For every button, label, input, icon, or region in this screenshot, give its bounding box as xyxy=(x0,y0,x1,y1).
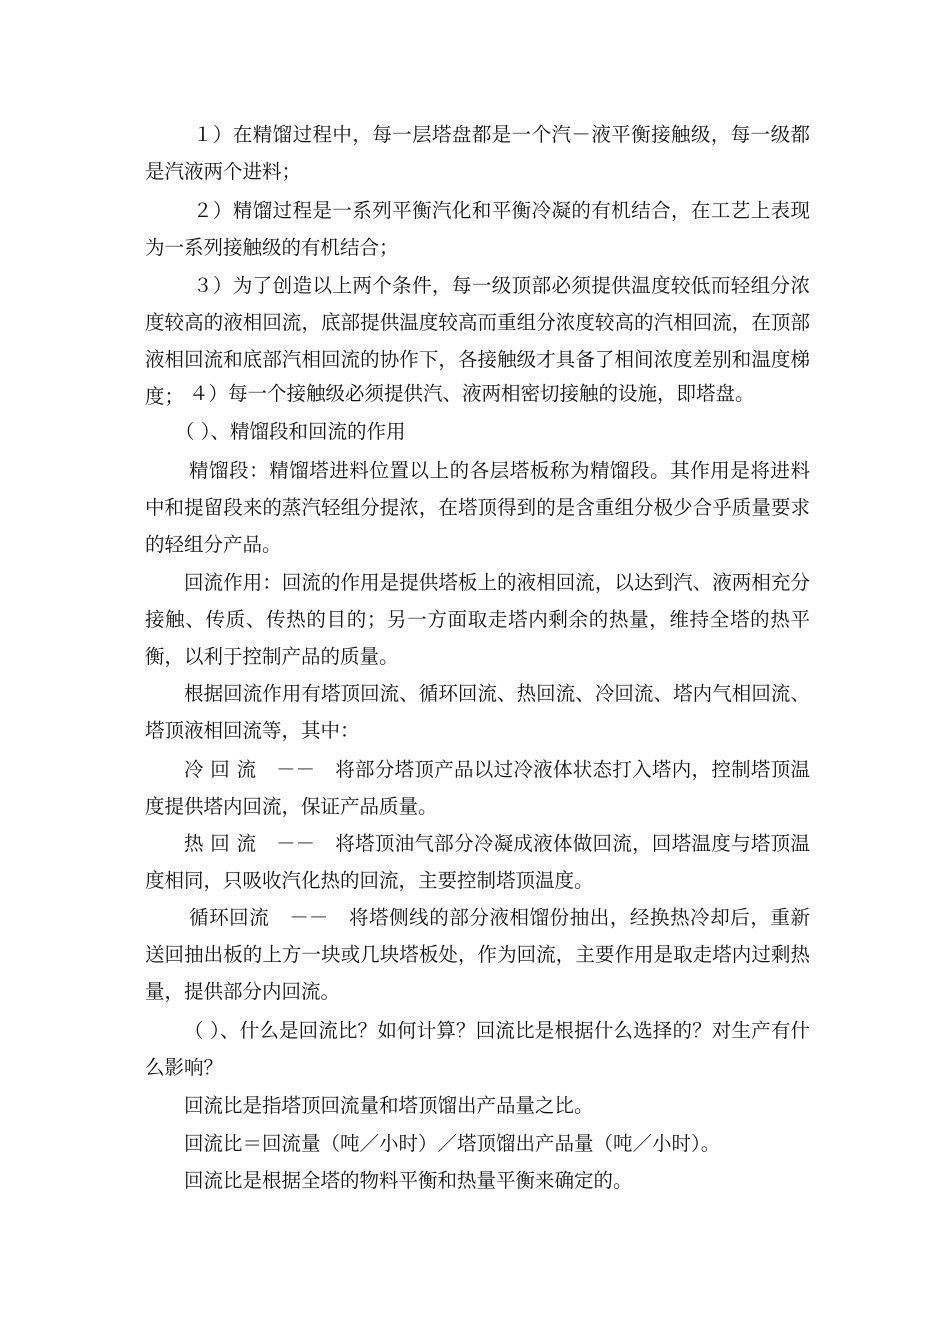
paragraph-circulating-reflux: 循环回流 －－ 将塔侧线的部分液相馏份抽出，经换热冷却后，重新送回抽出板的上方一块或几块塔板处，作为回流，主要作用是取走塔内过剩热量，提供部分内回流。 xyxy=(145,906,810,1003)
paragraph-reflux-function: 回流作用：回流的作用是提供塔板上的液相回流，以达到汽、液两相充分接触、传质、传热的目的；另一方面取走塔内剩余的热量，维持全塔的热平衡，以利于控制产品的质量。 xyxy=(145,571,810,668)
paragraph-reflux-ratio-basis: 回流比是根据全塔的物料平衡和热量平衡来确定的。 xyxy=(184,1169,633,1192)
paragraph-4: ４）每一个接触级必须提供汽、液两相密切接触的设施，即塔盘。 xyxy=(189,382,755,405)
section-heading-reflux-ratio: （ ）、什么是回流比？如何计算？回流比是根据什么选择的？对生产有什么影响？ xyxy=(145,1019,810,1079)
section-heading-reflux-role: （ ）、精馏段和回流的作用 xyxy=(175,420,406,443)
paragraph-cold-reflux: 冷 回 流 －－ 将部分塔顶产品以过冷液体状态打入塔内，控制塔顶温度提供塔内回流，保证产品质量。 xyxy=(145,758,810,818)
paragraph-rectifying-section: 精馏段：精馏塔进料位置以上的各层塔板称为精馏段。其作用是将进料中和提留段来的蒸汽轻组分提浓，在塔顶得到的是含重组分极少合乎质量要求的轻组分产品。 xyxy=(145,459,810,556)
paragraph-1: １）在精馏过程中，每一层塔盘都是一个汽－液平衡接触级，每一级都是汽液两个进料； xyxy=(145,123,810,183)
paragraph-reflux-ratio-formula: 回流比＝回流量（吨／小时）／塔顶馏出产品量（吨／小时）。 xyxy=(184,1132,721,1155)
paragraph-reflux-types: 根据回流作用有塔顶回流、循环回流、热回流、冷回流、塔内气相回流、塔顶液相回流等，其中： xyxy=(145,682,810,742)
paragraph-reflux-ratio-definition: 回流比是指塔顶回流量和塔顶馏出产品量之比。 xyxy=(184,1094,594,1117)
paragraph-3: ３）为了创造以上两个条件，每一级顶部必须提供温度较低而轻组分浓度较高的液相回流，底部提供温度较高而重组分浓度较高的汽相回流，在顶部液相回流和底部汽相回流的协作下，各接触级才具备了相间浓度差别和温度梯度； xyxy=(145,274,810,408)
paragraph-hot-reflux: 热 回 流 －－ 将塔顶油气部分冷凝成液体做回流，回塔温度与塔顶温度相同，只吸收汽化热的回流，主要控制塔顶温度。 xyxy=(145,832,810,892)
paragraph-2: ２）精馏过程是一系列平衡汽化和平衡冷凝的有机结合，在工艺上表现为一系列接触级的有机结合； xyxy=(145,199,810,259)
